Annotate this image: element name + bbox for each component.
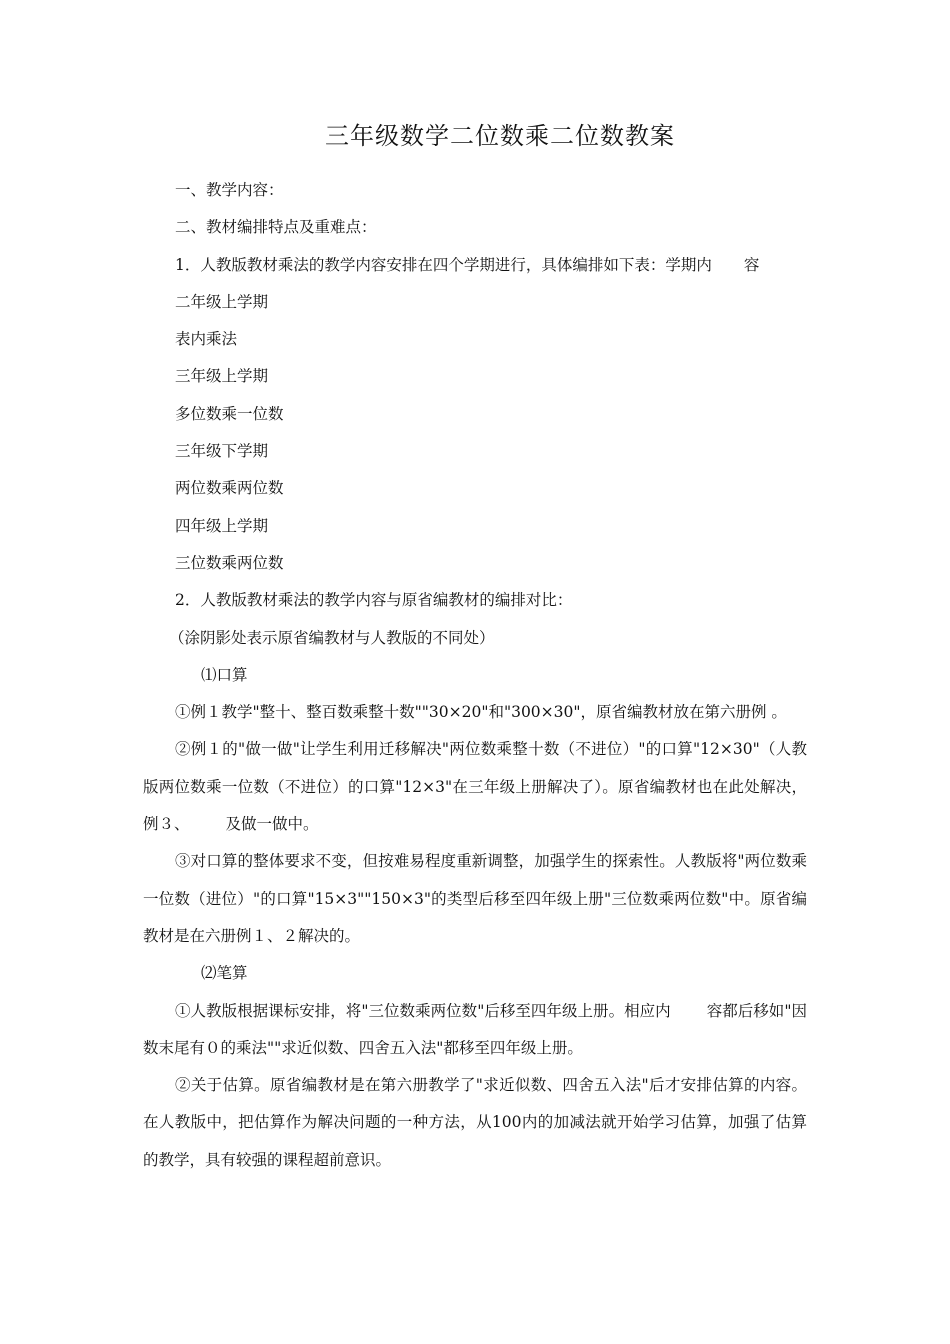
list-item: 四年级上学期	[175, 516, 269, 535]
subheading-written-calculation: ⑵笔算	[201, 964, 248, 983]
list-item: 两位数乘两位数	[175, 479, 284, 498]
list-item: 三位数乘两位数	[175, 553, 284, 572]
paragraph-item-a3: ③对口算的整体要求不变，但按难易程度重新调整，加强学生的探索性。人教版将"两位数乘一位数（进位）"的口算"15×3""150×3"的类型后移至四年级上册"三位数乘两位数"中。原省编教材是在六册例１、２解决的。	[143, 852, 807, 945]
paragraph-text: 1．人教版教材乘法的教学内容安排在四个学期进行，具体编排如下表：学期内	[175, 255, 712, 274]
paragraph-item-a2	[143, 731, 807, 843]
list-item: 二年级上学期	[175, 292, 269, 311]
paragraph-item-a1: ①例１教学"整十、整百数乘整十数""30×20"和"300×30"，原省编教材放在第六册例 。	[175, 703, 787, 722]
paragraph-text: 及做一做中。	[225, 815, 319, 834]
section-heading-textbook-features: 二、教材编排特点及重难点：	[175, 218, 377, 237]
paragraph-item-b1	[143, 993, 807, 1068]
paragraph-comparison-intro: 2．人教版教材乘法的教学内容与原省编教材的编排对比：	[175, 591, 573, 610]
list-item: 多位数乘一位数	[175, 404, 284, 423]
list-item: 表内乘法	[175, 330, 238, 349]
paragraph-text: 容	[743, 255, 760, 274]
document-body	[143, 172, 807, 1179]
subheading-oral-calculation: ⑴口算	[201, 665, 248, 684]
paragraph-text: ①人教版根据课标安排，将"三位数乘两位数"后移至四年级上册。相应内	[175, 1001, 671, 1020]
section-heading-teaching-content: 一、教学内容：	[175, 181, 284, 199]
list-item: 三年级上学期	[175, 367, 269, 386]
paragraph-text: 容都后移如"因数末尾有０的乘法""求近似数、四舍五入法"都移至四年级上册。	[143, 1001, 807, 1057]
paragraph-text: ②例１的"做一做"让学生利用迁移解决"两位数乘整十数（不进位）"的口算"12×30"（人教版两位数乘一位数（不进位）的口算"12×3"在三年级上册解决了）。原省编教材也在此处解决，例３、	[143, 740, 807, 834]
document-title: 三年级数学二位数乘二位数教案	[325, 122, 675, 150]
paragraph-item-b2: ②关于估算。原省编教材是在第六册教学了"求近似数、四舍五入法"后才安排估算的内容。在人教版中，把估算作为解决问题的一种方法，从100内的加减法就开始学习估算，加强了估算的教学，具有较强的课程超前意识。	[143, 1076, 807, 1169]
list-item: 三年级下学期	[175, 442, 269, 461]
paragraph-schedule-intro	[143, 247, 807, 284]
shading-note: （涂阴影处表示原省编教材与人教版的不同处）	[169, 628, 495, 647]
